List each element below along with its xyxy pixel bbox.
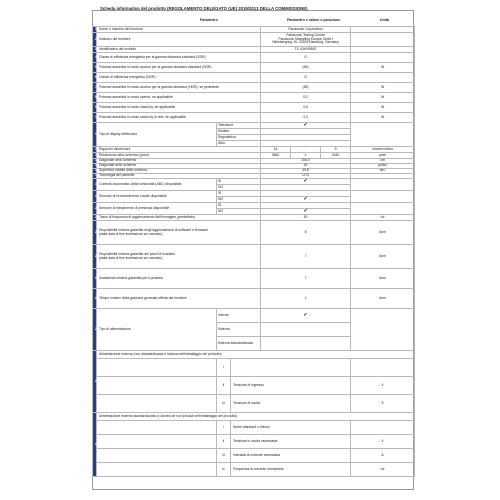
header-parameter: Parametro [200,18,218,22]
option-label: Monitor [217,129,261,135]
option-label: Televisore [217,123,261,129]
row-number: 20 [93,203,97,215]
sub-number: i [217,421,231,435]
option-label: SÌ [217,191,261,197]
table-row [93,463,415,477]
checkmark-icon: ✔ [303,122,308,129]
row-value: G [261,73,351,83]
row-unit [351,33,415,47]
row-label: Tecnologia del pannello [97,174,261,179]
table-row [93,33,415,47]
row-number: 17 [93,174,97,179]
row-number: 6 [93,73,97,83]
sub-number: i [217,359,231,377]
option-check [261,323,351,337]
table-row [93,421,415,435]
row-number: 15 [93,164,97,169]
table-row [93,73,415,83]
row-label: Rapporto dimensioni [97,147,261,153]
row-unit [351,73,415,83]
row-number: 24 [93,269,97,289]
row-value: 0,5 [261,103,351,113]
row-number: 11 [93,123,97,147]
row-unit: W [351,83,415,93]
row-label: Potenza assorbita in modo acceso per la gamma dinamica standard (SDR) [97,63,261,73]
row-unit: cm [351,159,415,164]
ratio-b: 9 [321,147,351,153]
table-row [93,53,415,63]
sub-unit [351,421,415,435]
row-number: 16 [93,169,97,174]
sub-number: ii [217,435,231,449]
row-label: Tipo di display elettronico [97,123,217,147]
sub-spacer [97,435,217,449]
header-unit: Unità [380,18,389,22]
table-row [93,289,415,309]
row-label: Indirizzo del fornitore [97,33,261,47]
table-row [93,113,415,123]
row-unit: pollici [351,164,415,169]
row-value: 0,2 [261,93,351,103]
checkmark-icon: ✔ [303,178,308,185]
row-value: 49,8 [261,169,351,174]
row-number: 8 [93,93,97,103]
row-number: 22 [93,221,97,245]
row-value: (85) [261,83,351,93]
option-label: Interna [217,309,261,323]
option-check [261,309,351,323]
row-label: Potenza assorbita in modo stand-by, se applicabile [97,103,261,113]
row-number: 19 [93,191,97,203]
row-unit: Anni [351,289,415,309]
row-number: 10 [93,113,97,123]
row-label: Alimentazione esterna standardizzata (o idonea se non inclusa nell'imballaggio del prodotto) [97,413,415,421]
address-line: Panasonic Marketing Europe GmbH [278,36,333,41]
row-label: Tasso di frequenza di aggiornamento dell'immagine (predefinito) [97,215,261,221]
sub-unit: A [351,449,415,463]
sub-label: Nome standard o elenco [231,421,351,435]
table-row [93,221,415,245]
row-label: Classe di efficienza energetica per la gamma dinamica standard (SDR) [97,53,261,63]
sub-unit: V [351,377,415,395]
row-number: 4 [93,53,97,63]
row-label: Sensore di riconoscimento vocale disponibile [97,191,217,203]
sub-label: Tensione di ingresso [231,377,351,395]
option-label: Segnaletica [217,135,261,141]
table-row [93,359,415,377]
row-number: 2 [93,33,97,47]
sub-number: iii [217,449,231,463]
table-row [93,93,415,103]
row-number: 28 [93,413,97,477]
row-value: 2,0 [261,113,351,123]
sub-spacer [97,359,217,377]
resolution-a: 3840 [261,153,291,159]
table-row [93,395,415,413]
row-unit: W [351,93,415,103]
row-unit [351,309,415,351]
row-value: 7 [261,269,351,289]
sub-unit: V [351,395,415,413]
sub-label: Frequenza di corrente necessaria [231,463,351,477]
row-value: 7 [261,245,351,269]
row-number: 5 [93,63,97,73]
address-line: Winsbergring 15, 22525 Hamburg, Germany [272,40,339,45]
row-label [97,245,261,269]
label-line: (dalla data di fine immissione sul mercato) [99,255,163,260]
table-row [93,377,415,395]
row-number: 23 [93,245,97,269]
table-row [93,351,415,359]
row-label: Sensore di rilevamento di presenza disponibile [97,203,217,215]
row-unit: Anni [351,245,415,269]
row-number: 7 [93,83,97,93]
row-label: Potenza assorbita in modo acceso per la gamma dinamica (HDR), se pertinente [97,83,261,93]
sub-label: Tensione di uscita [231,395,351,413]
table-row [93,309,415,323]
row-unit: Hz [351,215,415,221]
option-label: SÌ [217,179,261,185]
table-row [93,83,415,93]
row-label: Diagonale dello schermo [97,164,261,169]
row-label: Tipo di alimentazione [97,309,217,351]
row-unit [351,191,415,203]
row-label: Classe di efficienza energetica (HDR) [97,73,261,83]
row-number: 3 [93,47,97,53]
row-value [261,33,351,47]
row-value: Panasonic Corporation [261,27,351,33]
sub-label: Tensione in uscita necessaria [231,435,351,449]
sub-spacer [97,395,217,413]
row-unit: dm² [351,169,415,174]
sub-number: iv [217,463,231,477]
sub-label: Intensità di corrente necessaria [231,449,351,463]
row-value: (65) [261,63,351,73]
checkmark-icon: ✔ [303,312,308,319]
row-unit: numero intero [351,147,415,153]
ratio-a: 16 [261,147,291,153]
row-value: 108,0 [261,159,351,164]
row-value: LCD [261,174,351,179]
option-label: NO [217,185,261,191]
resolution-b: 2160 [321,153,351,159]
row-label: Alimentazione esterna (non standardizzata e inclusa nell'imballaggio del prodotto) [97,351,415,359]
option-label: Altro [217,141,261,147]
table-row [93,413,415,421]
row-label: Superficie visibile dello schermo [97,169,261,174]
row-value: G [261,53,351,63]
sub-spacer [97,421,217,435]
option-label: NO [217,209,261,215]
row-value: 43 [261,164,351,169]
option-check [261,337,351,351]
checkmark-icon: ✔ [303,208,308,215]
row-unit: Anni [351,269,415,289]
row-value: 8 [261,221,351,245]
row-number: 9 [93,103,97,113]
row-number: 13 [93,153,97,159]
sub-unit: V [351,435,415,449]
row-number: 21 [93,215,97,221]
row-unit [351,179,415,191]
row-unit: W [351,103,415,113]
sub-spacer [97,463,217,477]
row-unit [351,123,415,147]
document-title: Scheda informativa del prodotto (REGOLAMENTO DELEGATO (UE) 2019/2013 DELLA COMMISSIONE) [100,6,308,11]
option-label: Esterna [217,323,261,337]
row-label [97,221,261,245]
table-row [93,245,415,269]
row-label: Potenza assorbita in modo stand-by in rete, se applicabile [97,113,261,123]
sub-unit: Hz [351,463,415,477]
row-label: Risoluzione dello schermo (pixel) [97,153,261,159]
row-unit: pixel [351,153,415,159]
row-number: 25 [93,289,97,309]
row-number: 18 [93,179,97,191]
row-label: Potenza assorbita in modo spento, se applicabile [97,93,261,103]
address-line: Panasonic Testing Centre [286,33,325,38]
sub-number: iii [217,395,231,413]
option-label: Esterna standardizzata [217,337,261,351]
row-value: 2 [261,289,351,309]
row-label: Tempo minimo della garanzia generale offerta dal fornitore [97,289,261,309]
table-row [93,103,415,113]
option-label: SÌ [217,203,261,209]
row-label: Nome o marchio del fornitore [97,27,261,33]
table-row [93,269,415,289]
row-number: 27 [93,351,97,413]
table-row [93,449,415,463]
row-label: Controllo automatico della luminosità (ABC) disponibile [97,179,217,191]
row-value: TX-43HX580E [261,47,351,53]
row-number: 12 [93,147,97,153]
sub-unit [351,359,415,377]
sub-label [231,359,351,377]
row-label: Diagonale dello schermo [97,159,261,164]
product-info-table [92,26,415,477]
row-unit [351,53,415,63]
row-label: Assistenza minima garantita per il prodotto [97,269,261,289]
ratio-separator: : [291,147,321,153]
header-value: Parametro e valore o posizione [287,18,341,22]
resolution-separator: x [291,153,321,159]
row-unit [351,203,415,215]
table-row [93,63,415,73]
row-unit: Anni [351,221,415,245]
checkmark-icon: ✔ [303,196,308,203]
sub-number: ii [217,377,231,395]
label-line: (dalla data di fine immissione sul mercato) [99,231,163,236]
row-unit: W [351,113,415,123]
option-label: NO [217,197,261,203]
label-line: Disponibilità minima garantita degli aggiornamenti di software e firmware [99,227,208,232]
row-unit: W [351,63,415,73]
row-label: Identificativo del modello [97,47,261,53]
sub-spacer [97,449,217,463]
sub-spacer [97,377,217,395]
table-row [93,435,415,449]
row-value: 50 [261,215,351,221]
label-line: Disponibilità minima garantita dei pezzi di ricambio [99,251,175,256]
row-number: 14 [93,159,97,164]
row-number: 26 [93,309,97,351]
row-number: 1 [93,27,97,33]
